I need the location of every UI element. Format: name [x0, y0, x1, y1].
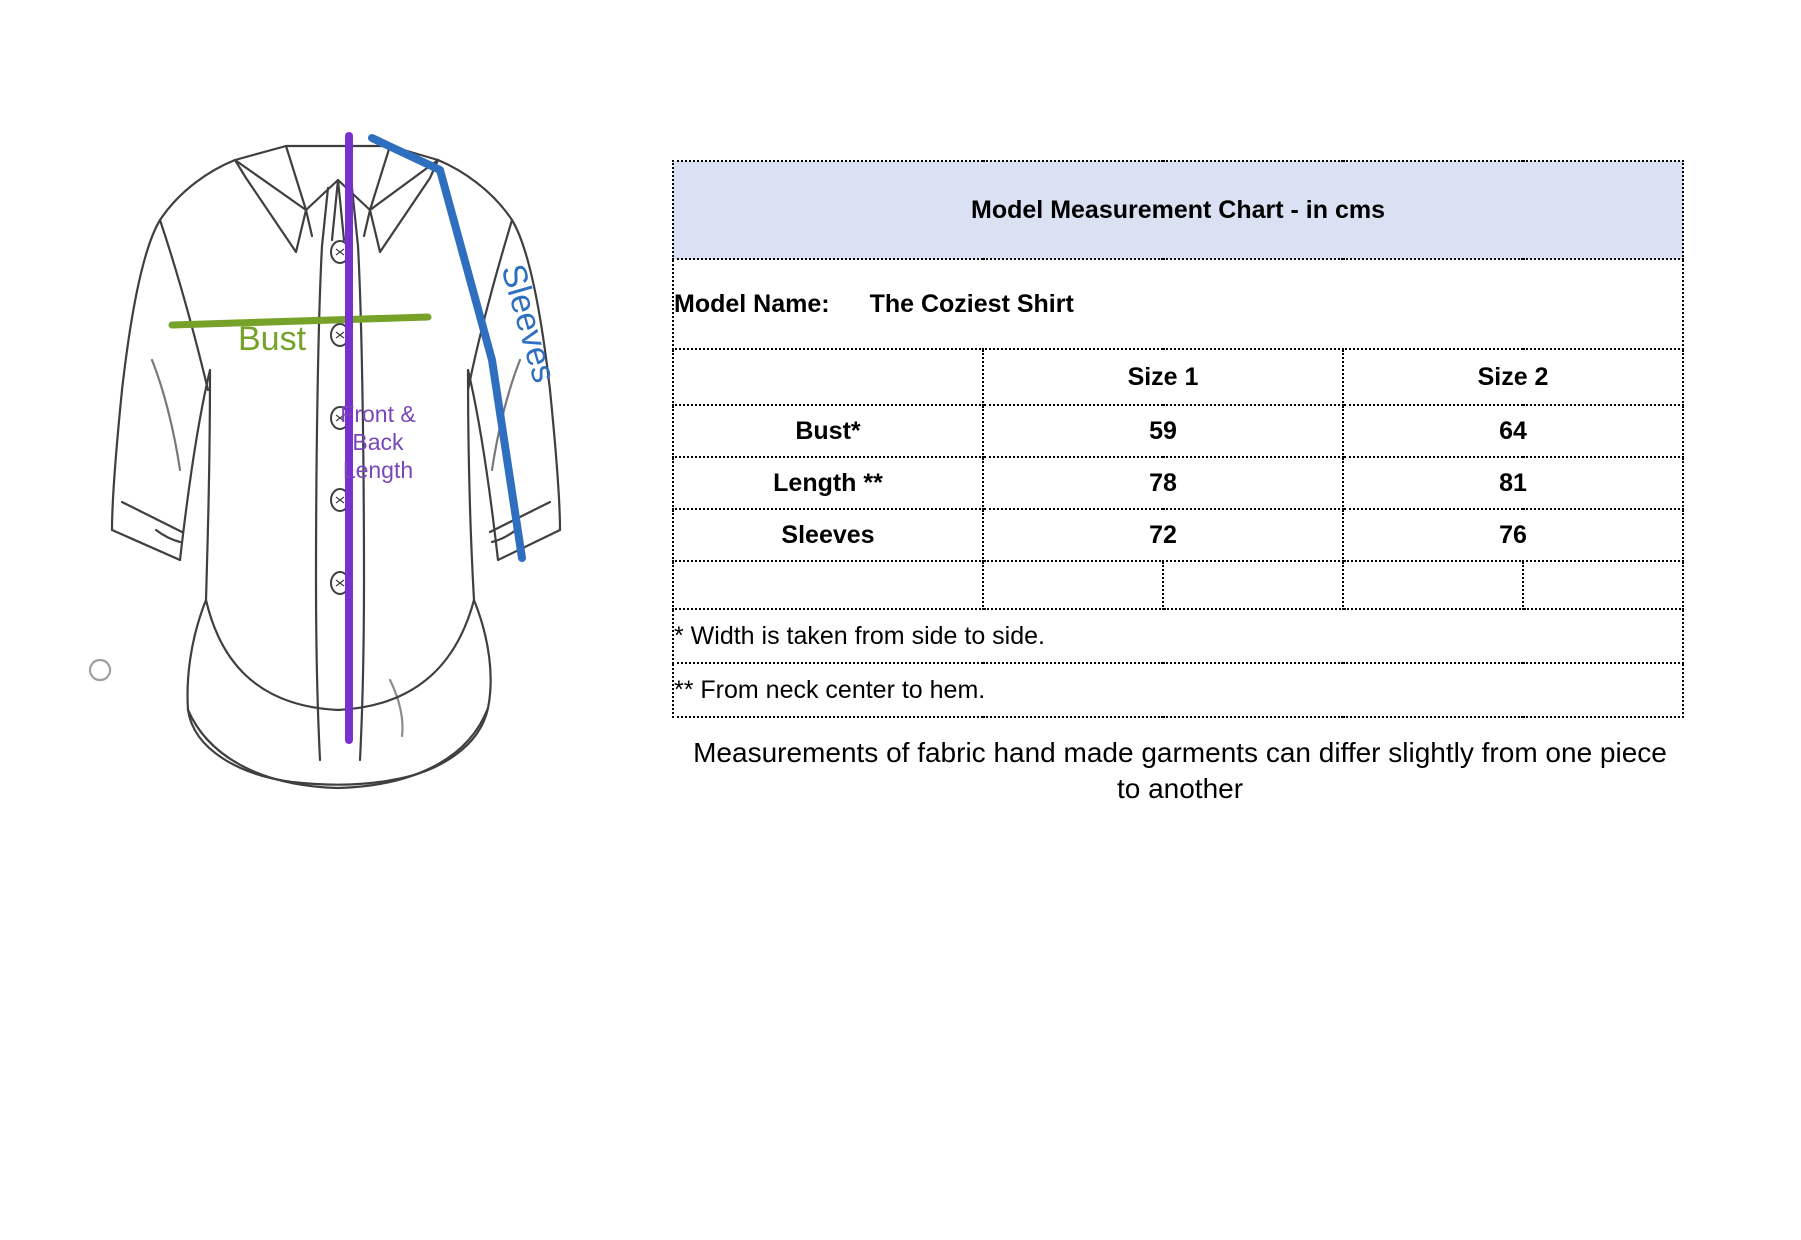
chart-title: Model Measurement Chart - in cms	[673, 161, 1683, 259]
note-length: ** From neck center to hem.	[673, 663, 1683, 717]
table-row-sleeves	[673, 509, 1683, 561]
sleeve-measure-line	[372, 138, 522, 558]
note-width: * Width is taken from side to side.	[673, 609, 1683, 663]
model-name-value: The Coziest Shirt	[869, 289, 1074, 318]
value-bust-size1: 59	[983, 405, 1343, 457]
front-back-length-label	[318, 400, 438, 484]
length-label-line-2: Back	[352, 429, 404, 456]
bust-label: Bust	[238, 320, 307, 358]
footnote: Measurements of fabric hand made garments can differ slightly from one piece to another	[693, 737, 1667, 804]
model-name-label: Model Name:	[674, 289, 830, 318]
table-row-note-1	[673, 609, 1683, 663]
row-label-sleeves: Sleeves	[673, 509, 983, 561]
value-length-size2: 81	[1343, 457, 1683, 509]
table-row-spacer	[673, 561, 1683, 609]
measurement-chart	[672, 160, 1682, 718]
value-sleeves-size1: 72	[983, 509, 1343, 561]
garment-illustration	[60, 60, 620, 820]
sleeves-label: Sleeves	[493, 260, 564, 387]
spacer-cell-2	[983, 561, 1163, 609]
spacer-cell-4	[1343, 561, 1523, 609]
measurement-table	[672, 160, 1684, 718]
header-cell-size1: Size 1	[983, 349, 1343, 405]
row-label-length: Length **	[673, 457, 983, 509]
row-label-bust: Bust*	[673, 405, 983, 457]
value-sleeves-size2: 76	[1343, 509, 1683, 561]
table-row-bust	[673, 405, 1683, 457]
model-name-row	[673, 259, 1683, 349]
table-row-header	[673, 349, 1683, 405]
length-label-line-1: Front &	[340, 401, 416, 427]
spacer-cell-3	[1163, 561, 1343, 609]
table-row-note-2	[673, 663, 1683, 717]
table-row-title	[673, 161, 1683, 259]
spacer-cell-5	[1523, 561, 1683, 609]
table-row-length	[673, 457, 1683, 509]
length-label-line-3: Length	[342, 457, 414, 484]
spacer-cell-1	[673, 561, 983, 609]
header-cell-empty	[673, 349, 983, 405]
value-length-size1: 78	[983, 457, 1343, 509]
header-cell-size2: Size 2	[1343, 349, 1683, 405]
table-row-model	[673, 259, 1683, 349]
value-bust-size2: 64	[1343, 405, 1683, 457]
